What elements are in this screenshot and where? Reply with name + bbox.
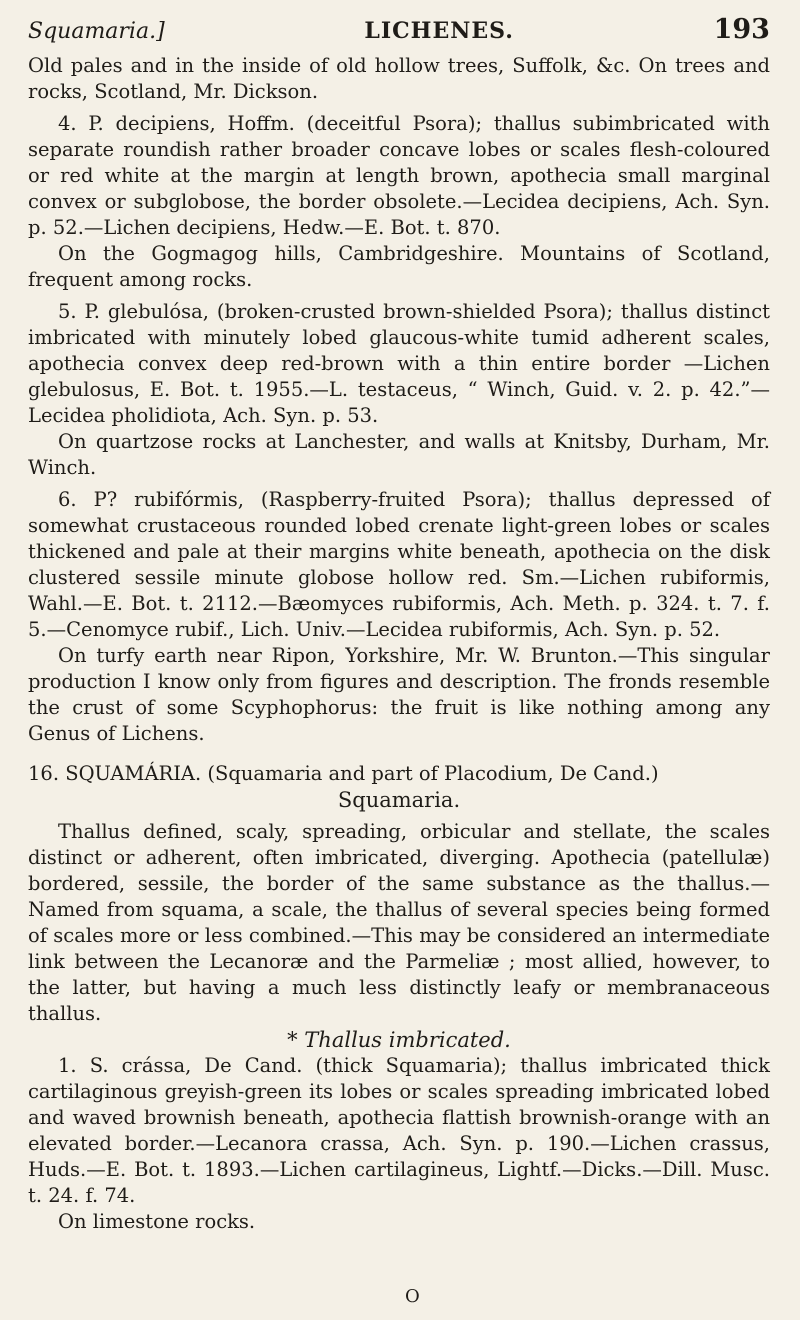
page-body xyxy=(28,53,770,1235)
page-number: 193 xyxy=(713,14,770,45)
running-head xyxy=(28,14,770,45)
species-entry-4: 4. P. decipiens, Hoffm. (deceitful Psora); thallus subimbricated with separate roundish rather broader concave lobes or scales flesh-coloured or red white at the margin at length brown, apothecia small marginal convex or subglobose, the border obsolete.—Lecidea decipiens, Ach. Syn. p. 52.—Lichen decipiens, Hedw.—E. Bot. t. 870. xyxy=(28,112,770,239)
signature-mark: O xyxy=(405,1286,420,1307)
paragraph-habitat-5: On quartzose rocks at Lanchester, and walls at Knitsby, Durham, Mr. Winch. xyxy=(28,430,770,479)
genus-description: Thallus defined, scaly, spreading, orbicular and stellate, the scales distinct or adherent, often imbricated, diverging. Apothecia (patellulæ) bordered, sessile, the border of the same substance as the thallus.—Named from squama, a scale, the thallus of several species being formed of scales more or less combined.—This may be considered an intermediate link between the Lecanoræ and the Parmeliæ ; most allied, however, to the latter, but having a much less distinctly leafy or membranaceous thallus. xyxy=(28,820,770,1025)
species-entry-6: 6. P? rubifórmis, (Raspberry-fruited Psora); thallus depressed of somewhat crustaceous rounded lobed crenate light-green lobes or scales thickened and pale at their margins white beneath, apothecia on the disk clustered sessile minute globose hollow red. Sm.—Lichen rubiformis, Wahl.—E. Bot. t. 2112.—Bæomyces rubiformis, Ach. Meth. p. 324. t. 7. f. 5.—Cenomyce rubif., Lich. Univ.—Lecidea rubiformis, Ach. Syn. p. 52. xyxy=(28,488,770,641)
paragraph-habitat-3: Old pales and in the inside of old hollow trees, Suffolk, &c. On trees and rocks, Scotland, Mr. Dickson. xyxy=(28,54,770,103)
species-entry-5: 5. P. glebulósa, (broken-crusted brown-shielded Psora); thallus distinct imbricated with minutely lobed glaucous-white tumid adherent scales, apothecia convex deep red-brown with a thin entire border —Lichen glebulosus, E. Bot. t. 1955.—L. testaceus, “ Winch, Guid. v. 2. p. 42.”—Lecidea pholidiota, Ach. Syn. p. 53. xyxy=(28,300,770,427)
species-entry-s1: 1. S. crássa, De Cand. (thick Squamaria); thallus imbricated thick cartilaginous greyish-green its lobes or scales spreading imbricated lobed and waved brownish beneath, apothecia flattish brownish-orange with an elevated border.—Lecanora crassa, Ach. Syn. p. 190.—Lichen crassus, Huds.—E. Bot. t. 1893.—Lichen cartilagineus, Lightf.—Dicks.—Dill. Musc. t. 24. f. 74. xyxy=(28,1054,770,1207)
paragraph-habitat-s1: On limestone rocks. xyxy=(58,1210,256,1233)
genus-heading: 16. SQUAMÁRIA. (Squamaria and part of Placodium, De Cand.) xyxy=(28,762,659,785)
paragraph-habitat-6: On turfy earth near Ripon, Yorkshire, Mr. W. Brunton.—This singular production I know only from figures and description. The fronds resemble the crust of some Scyphophorus: the fruit is like nothing among any Genus of Lichens. xyxy=(28,644,770,745)
running-head-section: Squamaria.] xyxy=(28,19,165,44)
paragraph-habitat-4: On the Gogmagog hills, Cambridgeshire. Mountains of Scotland, frequent among rocks. xyxy=(28,242,770,291)
section-heading: * Thallus imbricated. xyxy=(287,1028,511,1052)
running-head-title: LICHENES. xyxy=(364,18,514,44)
genus-subheading: Squamaria. xyxy=(337,788,461,812)
